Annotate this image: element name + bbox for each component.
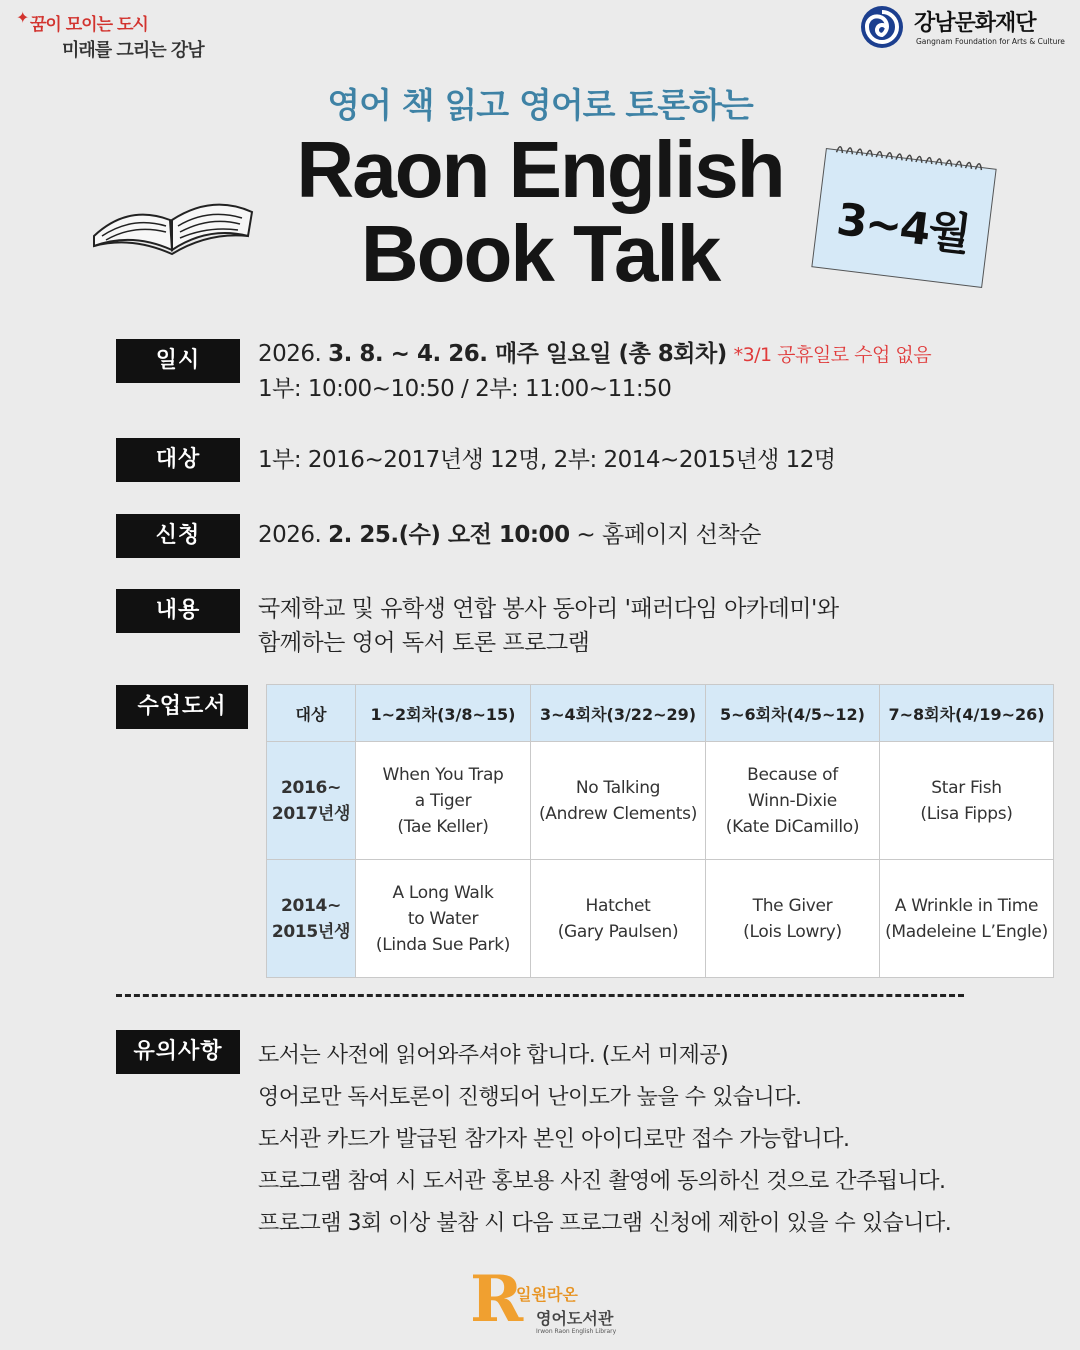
holiday-note: *3/1 공휴일로 수업 없음 bbox=[733, 344, 932, 366]
book-author: (Linda Sue Park) bbox=[375, 934, 511, 955]
header-session-1: 1~2회차(3/8~15) bbox=[356, 685, 531, 742]
notice-item: 영어로만 독서토론이 진행되어 난이도가 높을 수 있습니다. bbox=[258, 1085, 802, 1110]
book-title: Because of bbox=[747, 764, 838, 785]
book-cell bbox=[531, 742, 706, 860]
library-name-line2: 영어도서관 bbox=[536, 1309, 614, 1328]
title-line2: Book Talk bbox=[360, 209, 720, 298]
header-session-4: 7~8회차(4/19~26) bbox=[880, 685, 1054, 742]
swirl-icon bbox=[858, 4, 908, 50]
gangnam-foundation-logo bbox=[858, 4, 1074, 52]
notice-item: 프로그램 3회 이상 불참 시 다음 프로그램 신청에 제한이 있을 수 있습니다. bbox=[258, 1211, 952, 1236]
title-line1: Raon English bbox=[296, 125, 784, 214]
header-session-2: 3~4회차(3/22~29) bbox=[531, 685, 706, 742]
book-author: (Gary Paulsen) bbox=[557, 921, 679, 942]
star-icon: ✦ bbox=[16, 8, 30, 27]
notice-item: 도서관 카드가 발급된 참가자 본인 아이디로만 접수 가능합니다. bbox=[258, 1127, 850, 1152]
book-author: (Andrew Clements) bbox=[538, 803, 698, 824]
content-line1: 국제학교 및 유학생 연합 봉사 동아리 '패러다임 아카데미'와 bbox=[258, 596, 839, 622]
notice-item: 프로그램 참여 시 도서관 홍보용 사진 촬영에 동의하신 것으로 간주됩니다. bbox=[258, 1169, 946, 1194]
gangnam-city-logo bbox=[16, 8, 216, 64]
group-line: 2015년생 bbox=[271, 921, 351, 942]
group-line: 2017년생 bbox=[271, 803, 351, 824]
header-session-3: 5~6회차(4/5~12) bbox=[706, 685, 880, 742]
table-row bbox=[267, 742, 1054, 860]
book-title: A Long Walk bbox=[392, 882, 494, 903]
book-cell bbox=[880, 742, 1054, 860]
content-info bbox=[258, 592, 839, 660]
row-group-label bbox=[267, 742, 356, 860]
table-header-row bbox=[267, 685, 1054, 742]
book-title: No Talking bbox=[575, 777, 661, 798]
apply-method: ~ 홈페이지 선착순 bbox=[576, 522, 761, 548]
date-line2: 1부: 10:00~10:50 / 2부: 11:00~11:50 bbox=[258, 376, 672, 402]
label-apply: 신청 bbox=[116, 514, 240, 558]
book-title: Hatchet bbox=[585, 895, 651, 916]
book-title: Star Fish bbox=[931, 777, 1002, 798]
label-target: 대상 bbox=[116, 438, 240, 482]
book-title: to Water bbox=[407, 908, 479, 929]
book-cell bbox=[880, 860, 1054, 978]
row-group-label bbox=[267, 860, 356, 978]
library-logo-mark: R bbox=[470, 1262, 524, 1337]
header-target: 대상 bbox=[267, 685, 356, 742]
date-line1 bbox=[258, 337, 931, 372]
page-subtitle: 영어 책 읽고 영어로 토론하는 bbox=[327, 86, 753, 126]
library-name-english: Irwon Raon English Library bbox=[536, 1328, 617, 1335]
book-title: a Tiger bbox=[414, 790, 472, 811]
book-cell bbox=[356, 742, 531, 860]
label-content: 내용 bbox=[116, 589, 240, 633]
logo-slogan-line1: 꿈이 모이는 도시 bbox=[30, 15, 148, 35]
foundation-name: 강남문화재단 bbox=[914, 11, 1036, 36]
date-range: 3. 8. ~ 4. 26. 매주 일요일 (총 8회차) bbox=[328, 341, 727, 367]
book-author: (Kate DiCamillo) bbox=[725, 816, 860, 837]
date-info bbox=[258, 337, 931, 406]
book-author: (Madeleine L’Engle) bbox=[885, 921, 1048, 942]
section-divider bbox=[116, 994, 964, 997]
book-title: A Wrinkle in Time bbox=[894, 895, 1039, 916]
label-date: 일시 bbox=[116, 339, 240, 383]
date-year: 2026. bbox=[258, 341, 322, 367]
book-cell bbox=[706, 860, 880, 978]
book-cell bbox=[706, 742, 880, 860]
book-title: When You Trap bbox=[382, 764, 504, 785]
foundation-name-english: Gangnam Foundation for Arts & Culture bbox=[916, 37, 1065, 46]
logo-slogan-line2: 미래를 그리는 강남 bbox=[62, 40, 204, 61]
group-line: 2016~ bbox=[280, 777, 342, 798]
books-table bbox=[266, 684, 1054, 978]
apply-info bbox=[258, 518, 761, 552]
book-author: (Lisa Fipps) bbox=[920, 803, 1013, 824]
book-cell bbox=[531, 860, 706, 978]
group-line: 2014~ bbox=[280, 895, 342, 916]
calendar-badge bbox=[811, 148, 996, 288]
library-logo bbox=[470, 1262, 620, 1342]
apply-datetime: 2. 25.(수) 오전 10:00 bbox=[328, 522, 570, 548]
book-author: (Tae Keller) bbox=[397, 816, 489, 837]
apply-year: 2026. bbox=[258, 522, 322, 548]
calendar-month: 3~4월 bbox=[833, 194, 972, 261]
library-name-line1: 일원라온 bbox=[516, 1285, 578, 1304]
book-author: (Lois Lowry) bbox=[743, 921, 842, 942]
notice-item: 도서는 사전에 읽어와주셔야 합니다. (도서 미제공) bbox=[258, 1043, 729, 1068]
target-info: 1부: 2016~2017년생 12명, 2부: 2014~2015년생 12명 bbox=[258, 447, 836, 473]
content-line2: 함께하는 영어 독서 토론 프로그램 bbox=[258, 630, 590, 656]
label-books: 수업도서 bbox=[116, 685, 248, 729]
book-cell bbox=[356, 860, 531, 978]
table-row bbox=[267, 860, 1054, 978]
book-title: The Giver bbox=[752, 895, 833, 916]
book-title: Winn-Dixie bbox=[748, 790, 837, 811]
label-notice: 유의사항 bbox=[116, 1030, 240, 1074]
open-book-icon bbox=[88, 180, 258, 260]
